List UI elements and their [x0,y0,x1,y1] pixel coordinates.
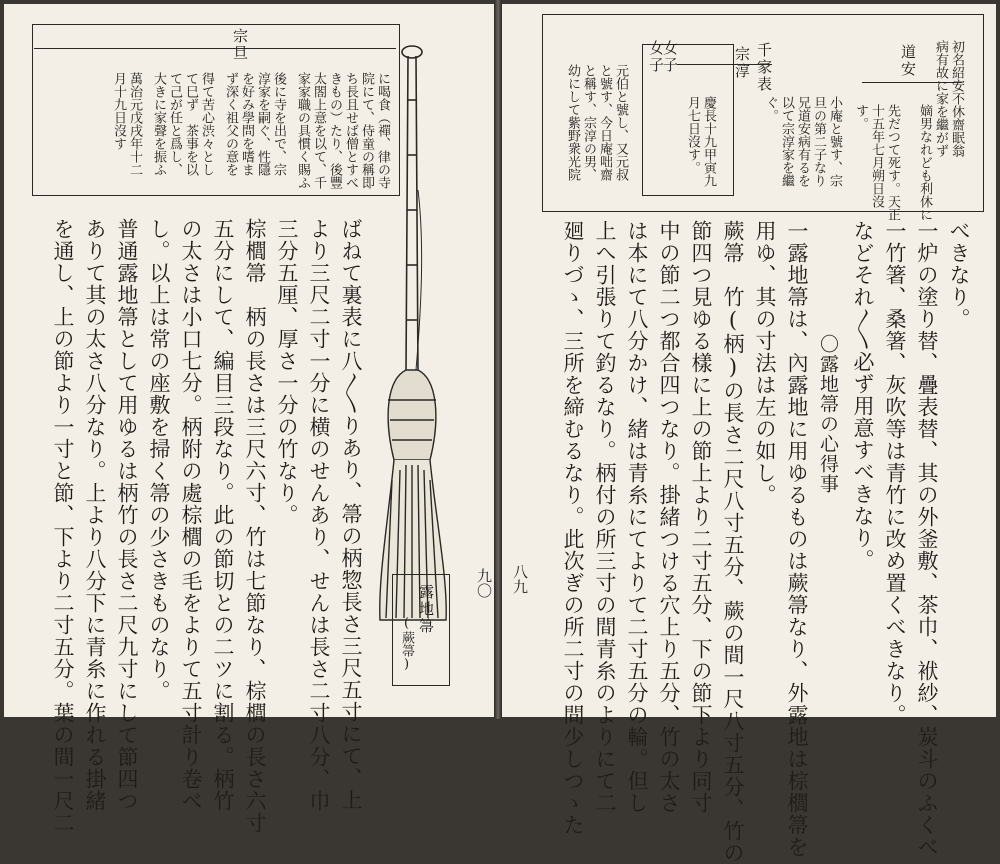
note-line: 大きに家聲を振ふ [151,72,166,176]
body-line: などそれ〳〵必ず用意すべきなり。 [851,220,875,571]
genealogy-node-sotan: 宗旦 [231,28,249,62]
note-sotan-1: 小庵と號す、宗 [827,96,842,187]
note-sotan-4: 以て宗淳家を繼 [779,96,794,187]
note-line: 月十九日沒す [111,72,126,150]
note-line: 淳家を嗣ぐ、性隱 [255,72,270,176]
genealogy-node-senke: 千家表 [755,42,773,93]
genealogy-node-joshi-1: 女子 [661,40,679,74]
body-line: は本にて八分かけ、緒は青糸にてよりて二寸五分の輪。但し [625,220,649,814]
note-genhaku-3: と稱す、宗淳の男、 [581,64,596,181]
figure-caption: 露地箒 [417,584,435,635]
body-line: 節四つ見ゆる樣に上の節上より二寸五分、下の節下より同寸 [689,220,713,814]
body-line: 上へ引張りて釣るなり。柄付の所三寸の間青糸のよりにて二 [593,220,617,814]
genealogy-node-douan: 道安 [899,44,917,78]
body-line: 用ゆ、其の寸法は左の如し。 [753,220,777,506]
note-line: 後に寺を出で、宗 [271,72,286,176]
body-line: 三分五厘、厚さ一分の竹なり。 [275,218,299,526]
note-line: に喝食（禪、律の寺 [375,72,390,189]
body-line: べきなり。 [947,220,971,330]
body-line: 一炉の塗り替、疊表替、其の外釜敷、茶巾、袱紗、炭斗のふくべ [915,220,939,858]
note-genhaku-4: 幼にして紫野衆光院 [565,64,580,181]
note-line: きもの）たり、後豐 [327,72,342,189]
note-line: ず深く祖父の意を [223,72,238,176]
body-line: 蕨箒 竹(柄)の長さ二尺八寸五分、蕨の間一尺八寸五分、竹の [721,220,745,864]
genealogy-node-sotan: 宗淳 [733,46,751,80]
note-line: 萬治元戊戌年十二 [127,72,142,176]
note-douan-4: 先だつて死す。天正 [885,104,900,221]
note-line: を好み學問を嗜ま [239,72,254,176]
body-line: 普通露地箒として用ゆるは柄竹の長さ二尺九寸にして節四つ [115,218,139,812]
note-douan-5: 十五年七月朔日沒 [869,104,884,208]
right-page [502,4,996,864]
note-douan-6: す。 [853,104,868,130]
body-line: 棕櫚箒 柄の長さは三尺六寸、竹は七節なり、棕櫚の長さ六寸 [243,218,267,834]
note-line: 院にて、侍童の稱即 [359,72,374,189]
note-joshi-2: 月七日沒す。 [685,96,700,174]
note-sotan-5: ぐ。 [763,96,778,122]
page-number: 九〇 [475,568,493,598]
body-line: の太さは小口七分。柄附の處棕櫚の毛をよりて五寸計り卷べ [179,218,203,812]
figure-subcaption: (蕨箒) [399,616,414,672]
broom-handle [402,46,422,372]
note-douan-2: 病有故に家を繼がず [933,40,948,157]
note-line: 家家職の具慣く賜ふ [295,72,310,189]
body-line: 一竹箸、桑箸、灰吹等は青竹に改め置くべきなり。 [883,220,907,726]
note-sotan-2: 旦の第二子なり [811,96,826,187]
left-page [4,4,494,834]
body-line: 五分にして、編目三段なり。此の節切との二ツに割る。柄竹 [211,218,235,812]
book-gutter [494,0,502,719]
genealogy-node-joshi-2: 女子 [647,40,665,74]
body-line: ばねて裏表に八〳〵りあり、箒の柄惣長さ三尺五寸にて、上 [339,218,363,811]
note-line: て己が任と爲し、 [167,72,182,176]
genealogy-line [34,48,396,49]
body-line: より三尺二寸一分に横のせんあり、せんは長さ二寸八分、巾 [307,218,331,812]
body-line: ありて其の太さ八分なり。上より八分下に青糸に作れる掛緒 [83,218,107,812]
body-line: を通し、上の節より一寸と節、下より二寸五分。葉の間一尺二 [51,218,75,834]
note-douan-1: 初名紹安不休齋眠翁 [949,40,964,157]
note-line: 得て苦心渋々とし [199,72,214,176]
note-genhaku-1: 元伯と號し、又元叔 [613,64,628,181]
note-line: 太閤上意を以て、千 [311,72,326,189]
body-line: 中の節二つ都合四つなり。掛緒つける穴上り五分、竹の太さ [657,220,681,814]
body-line: し。以上は常の座敷を掃く箒の少さきものなり。 [147,218,171,702]
note-genhaku-2: と號す、今日庵咄齋 [597,64,612,181]
section-heading: 〇露地箒の心得事 [817,334,839,494]
body-line: 廻りづゝ、三所を締むるなり。此次ぎの所二寸の間少しつゝた [561,220,585,836]
note-line: ち長且せば僧とすべ [343,72,358,189]
note-line: て巳ず 茶事を以 [183,72,198,176]
note-joshi-1: 慶長十九甲寅九 [701,96,716,187]
broom-illustration [372,40,468,660]
note-douan-3: 嫡男なれども利休に [917,104,932,221]
page-number: 八九 [511,564,529,594]
body-line: 一露地箒は、內露地に用ゆるものは蕨箒なり、外露地は棕櫚箒を [785,220,809,858]
note-sotan-3: 兄道安病有るを [795,96,810,187]
caption-frame [392,574,450,686]
